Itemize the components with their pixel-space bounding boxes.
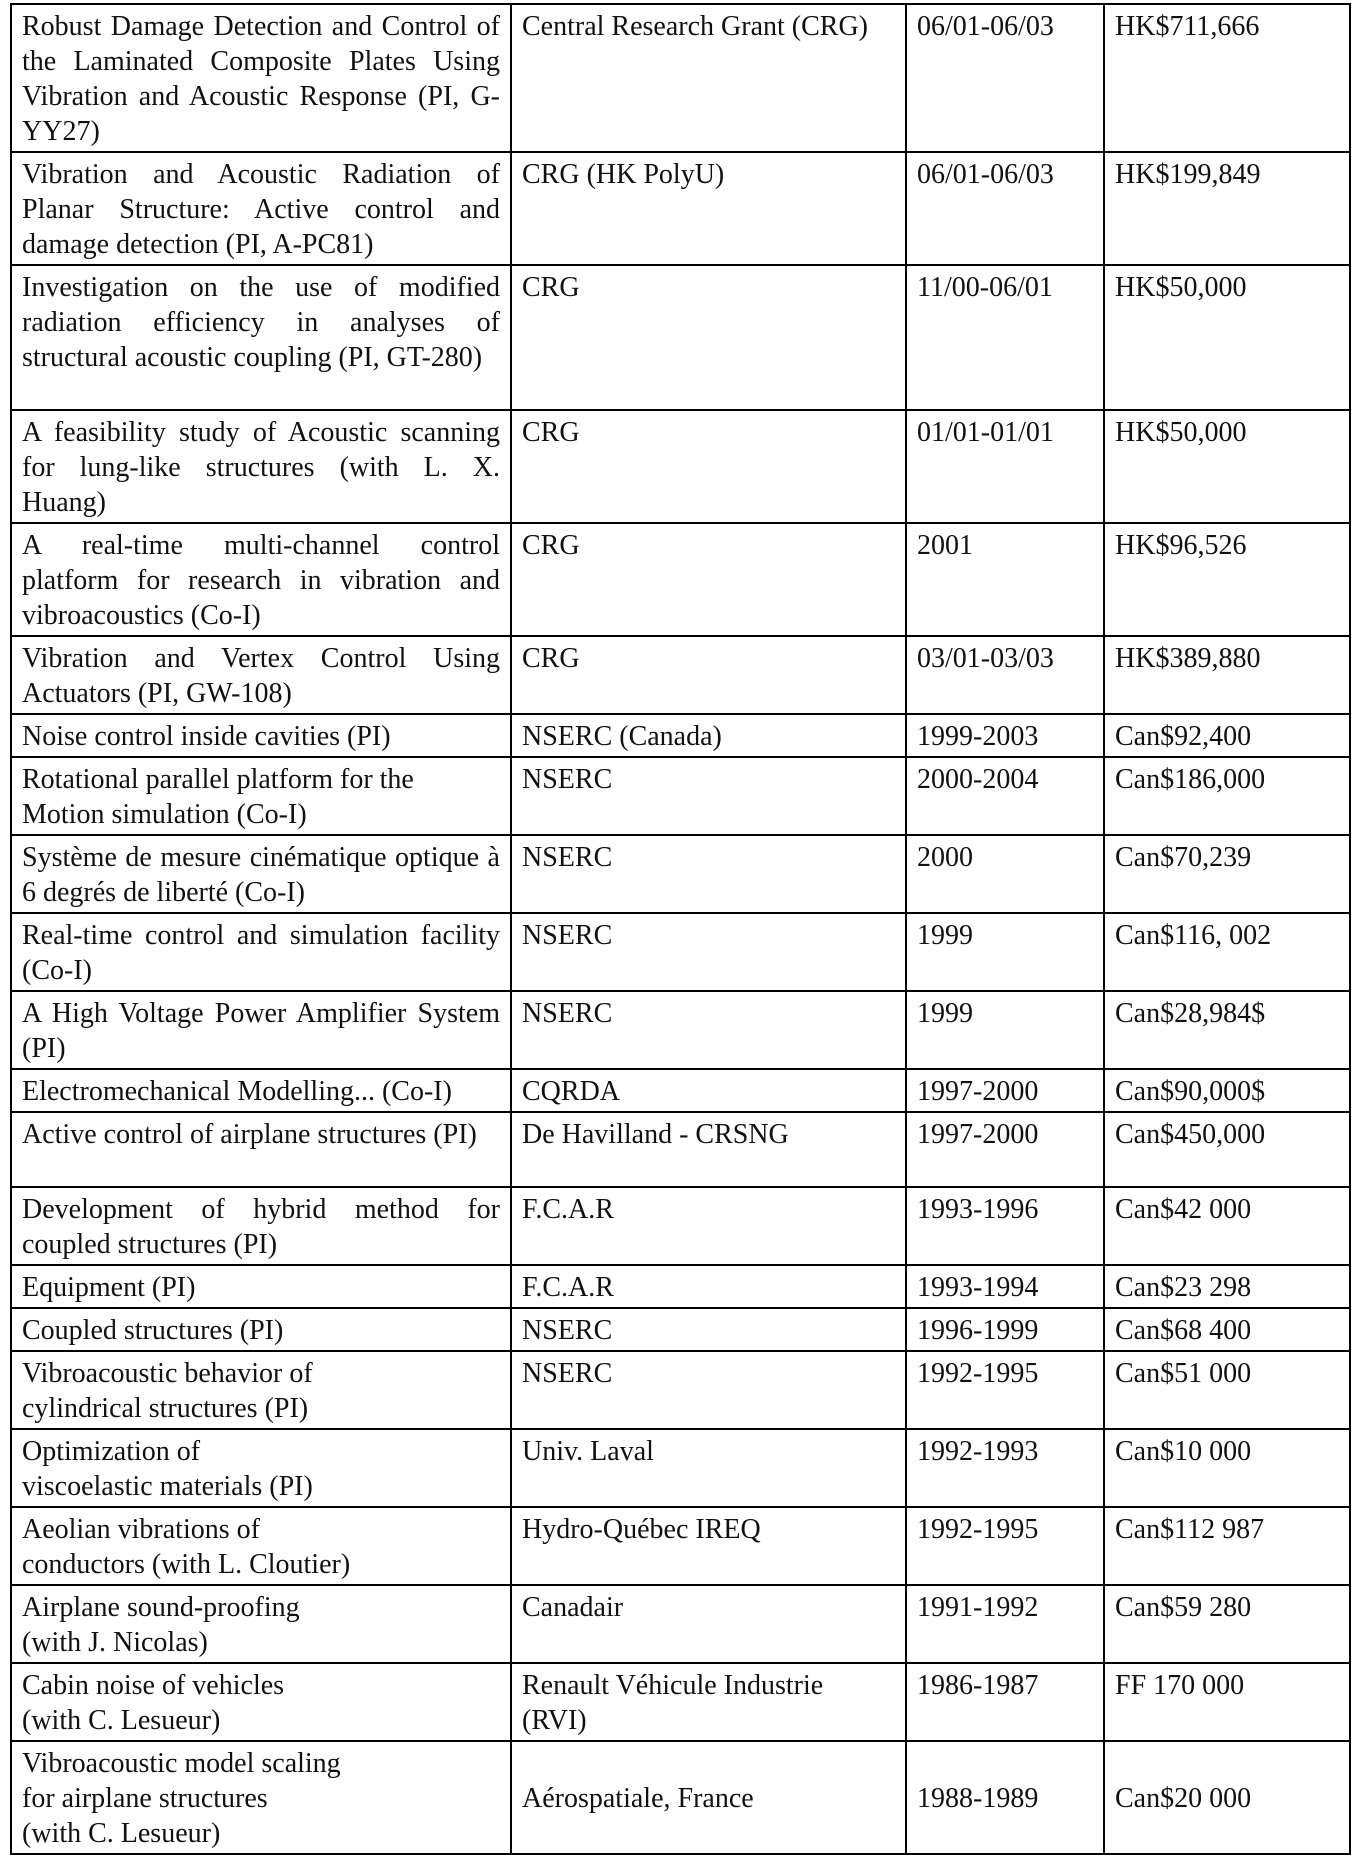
title-line: Vibroacoustic behavior of [22,1358,313,1389]
funding-agency-cell: CRG [511,636,906,714]
amount-cell: Can$20 000 [1104,1741,1350,1854]
title-line: Cabin noise of vehicles [22,1670,285,1701]
amount-cell: HK$96,526 [1104,523,1350,636]
table-row [11,913,1350,991]
funding-agency-cell: CRG [511,523,906,636]
title-line: viscoelastic materials (PI) [22,1471,313,1502]
project-title-cell: Noise control inside cavities (PI) [11,714,511,757]
table-row [11,410,1350,523]
project-title-cell [11,1351,511,1429]
funding-agency-cell: NSERC [511,991,906,1069]
period-cell: 01/01-01/01 [906,410,1104,523]
funding-agency-cell: CRG (HK PolyU) [511,152,906,265]
table-row [11,835,1350,913]
table-row [11,1265,1350,1308]
period-cell: 1992-1993 [906,1429,1104,1507]
period-cell: 1999-2003 [906,714,1104,757]
title-line: Aeolian vibrations of [22,1514,260,1545]
table-row [11,991,1350,1069]
period-cell: 11/00-06/01 [906,265,1104,410]
title-line: (with C. Lesueur) [22,1818,221,1849]
project-title-cell: Investigation on the use of modified radiation efficiency in analyses of structural acoustic coupling (PI, GT-280) [11,265,511,410]
project-title-cell: Equipment (PI) [11,1265,511,1308]
period-cell: 2001 [906,523,1104,636]
title-line: (with J. Nicolas) [22,1627,208,1658]
period-cell: 1992-1995 [906,1507,1104,1585]
funding-agency-cell: F.C.A.R [511,1265,906,1308]
period-cell: 1993-1996 [906,1187,1104,1265]
period-cell: 1988-1989 [906,1741,1104,1854]
project-title-cell [11,1585,511,1663]
amount-cell: Can$10 000 [1104,1429,1350,1507]
project-title-cell: Development of hybrid method for coupled structures (PI) [11,1187,511,1265]
amount-cell: HK$50,000 [1104,410,1350,523]
project-title-cell: Vibration and Vertex Control Using Actuators (PI, GW-108) [11,636,511,714]
funding-agency-cell: CQRDA [511,1069,906,1112]
title-line: Optimization of [22,1436,201,1467]
title-line: (with C. Lesueur) [22,1705,221,1736]
amount-cell: Can$23 298 [1104,1265,1350,1308]
amount-cell: Can$450,000 [1104,1112,1350,1187]
funding-agency-cell: NSERC [511,1351,906,1429]
project-title-cell: A feasibility study of Acoustic scanning for lung-like structures (with L. X. Huang) [11,410,511,523]
period-cell: 1993-1994 [906,1265,1104,1308]
table-row [11,1507,1350,1585]
table-row [11,1663,1350,1741]
table-row [11,152,1350,265]
funding-agency-cell: CRG [511,265,906,410]
amount-cell: Can$92,400 [1104,714,1350,757]
title-line: Airplane sound-proofing [22,1592,300,1623]
project-title-cell: Vibration and Acoustic Radiation of Planar Structure: Active control and damage detection (PI, A-PC81) [11,152,511,265]
amount-cell: Can$186,000 [1104,757,1350,835]
amount-cell: HK$199,849 [1104,152,1350,265]
table-row [11,1308,1350,1351]
table-row [11,636,1350,714]
table-row [11,1112,1350,1187]
period-cell: 1991-1992 [906,1585,1104,1663]
title-line: Motion simulation (Co-I) [22,799,307,830]
grants-table [10,3,1351,1855]
table-row [11,1187,1350,1265]
funding-agency-cell: De Havilland - CRSNG [511,1112,906,1187]
funding-agency-cell: NSERC [511,757,906,835]
funding-agency-cell [511,1663,906,1741]
funding-agency-cell: Hydro-Québec IREQ [511,1507,906,1585]
period-cell: 1986-1987 [906,1663,1104,1741]
project-title-cell: Coupled structures (PI) [11,1308,511,1351]
amount-cell: Can$68 400 [1104,1308,1350,1351]
amount-cell: Can$59 280 [1104,1585,1350,1663]
project-title-cell [11,1741,511,1854]
title-line: cylindrical structures (PI) [22,1393,309,1424]
table-row [11,1429,1350,1507]
table-row [11,1741,1350,1854]
project-title-cell [11,1507,511,1585]
project-title-cell: Active control of airplane structures (PI) [11,1112,511,1187]
table-row [11,1351,1350,1429]
funding-agency-cell: NSERC [511,835,906,913]
amount-cell: Can$42 000 [1104,1187,1350,1265]
amount-cell: HK$389,880 [1104,636,1350,714]
table-row [11,1069,1350,1112]
title-line: for airplane structures [22,1783,268,1814]
table-row [11,714,1350,757]
amount-cell: Can$116, 002 [1104,913,1350,991]
funding-agency-cell: Central Research Grant (CRG) [511,4,906,152]
project-title-cell: Real-time control and simulation facility (Co-I) [11,913,511,991]
table-row [11,4,1350,152]
period-cell: 2000 [906,835,1104,913]
table-row [11,523,1350,636]
funding-agency-cell: Aérospatiale, France [511,1741,906,1854]
period-cell: 1999 [906,913,1104,991]
funding-agency-cell: NSERC [511,913,906,991]
amount-cell: Can$90,000$ [1104,1069,1350,1112]
funding-agency-cell: NSERC (Canada) [511,714,906,757]
title-line: Rotational parallel platform for the [22,764,414,795]
title-line: Vibroacoustic model scaling [22,1748,341,1779]
project-title-cell [11,1429,511,1507]
amount-cell: HK$711,666 [1104,4,1350,152]
period-cell: 1997-2000 [906,1112,1104,1187]
period-cell: 03/01-03/03 [906,636,1104,714]
project-title-cell [11,1663,511,1741]
table-row [11,265,1350,410]
table-row [11,1585,1350,1663]
funding-agency-cell: Canadair [511,1585,906,1663]
amount-cell: Can$51 000 [1104,1351,1350,1429]
project-title-cell: Système de mesure cinématique optique à 6 degrés de liberté (Co-I) [11,835,511,913]
amount-cell: Can$28,984$ [1104,991,1350,1069]
amount-cell: HK$50,000 [1104,265,1350,410]
amount-cell: Can$112 987 [1104,1507,1350,1585]
title-line: conductors (with L. Cloutier) [22,1549,351,1580]
period-cell: 1996-1999 [906,1308,1104,1351]
period-cell: 1999 [906,991,1104,1069]
amount-cell: Can$70,239 [1104,835,1350,913]
project-title-cell: A High Voltage Power Amplifier System (PI) [11,991,511,1069]
agency-line: Renault Véhicule Industrie [522,1670,824,1701]
funding-agency-cell: CRG [511,410,906,523]
project-title-cell: A real-time multi-channel control platform for research in vibration and vibroacoustics (Co-I) [11,523,511,636]
period-cell: 1992-1995 [906,1351,1104,1429]
project-title-cell: Electromechanical Modelling... (Co-I) [11,1069,511,1112]
funding-agency-cell: Univ. Laval [511,1429,906,1507]
period-cell: 06/01-06/03 [906,4,1104,152]
grants-table-body [11,4,1350,1854]
period-cell: 2000-2004 [906,757,1104,835]
project-title-cell [11,757,511,835]
funding-agency-cell: NSERC [511,1308,906,1351]
project-title-cell: Robust Damage Detection and Control of the Laminated Composite Plates Using Vibration and Acoustic Response (PI, G-YY27) [11,4,511,152]
period-cell: 06/01-06/03 [906,152,1104,265]
funding-agency-cell: F.C.A.R [511,1187,906,1265]
period-cell: 1997-2000 [906,1069,1104,1112]
amount-cell: FF 170 000 [1104,1663,1350,1741]
table-row [11,757,1350,835]
agency-line: (RVI) [522,1705,587,1736]
